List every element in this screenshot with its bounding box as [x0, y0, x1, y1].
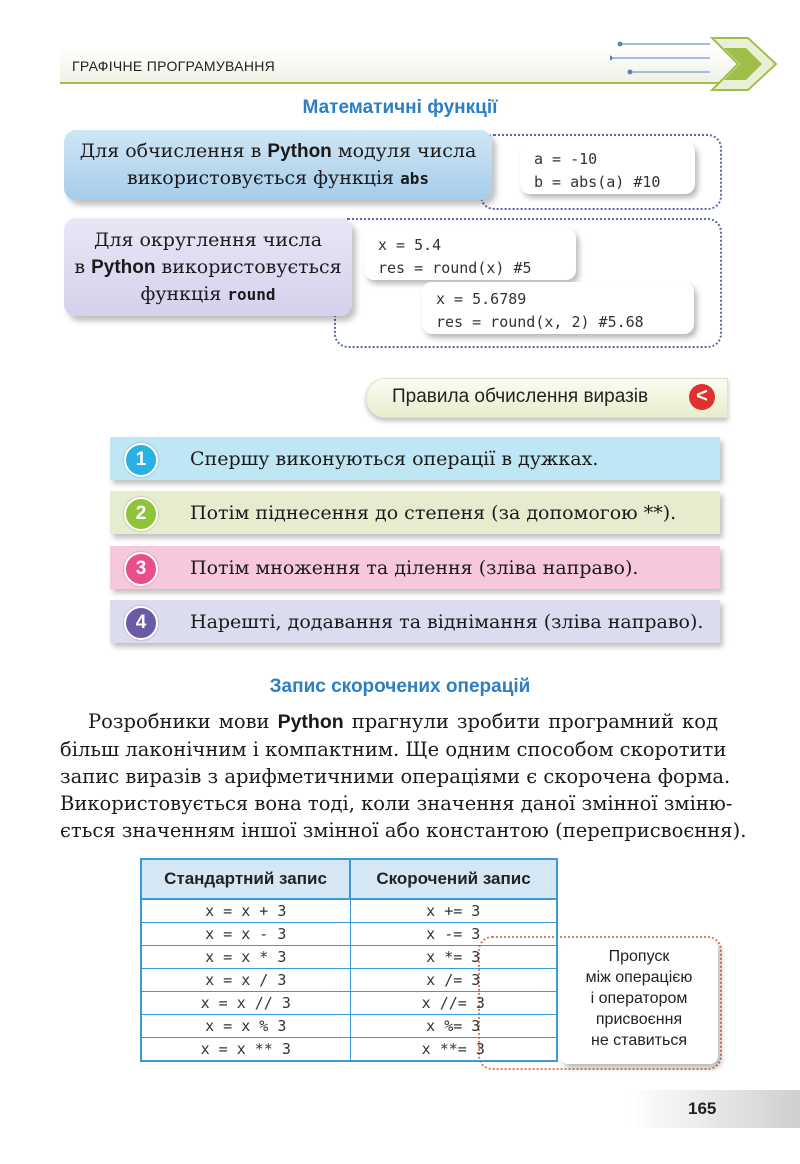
table-cell: x = x ** 3: [141, 1038, 350, 1062]
table-cell: x //= 3: [350, 992, 557, 1015]
note-text: Для обчислення в: [79, 140, 268, 162]
table-row: [141, 946, 557, 969]
table-row: [141, 992, 557, 1015]
body-paragraph: [60, 708, 747, 844]
note-line: не ставиться: [591, 1032, 687, 1049]
chevron-left-icon[interactable]: <: [689, 384, 715, 410]
table-cell: x %= 3: [350, 1015, 557, 1038]
python-word: Python: [91, 257, 156, 278]
note-text: використовується функція: [127, 167, 401, 189]
code-line: a = -10: [534, 150, 598, 168]
note-line: Пропуск: [608, 948, 670, 965]
note-card: [560, 940, 718, 1064]
table-cell: x += 3: [350, 899, 557, 923]
page-number: 165: [688, 1099, 717, 1118]
note-line: і оператором: [590, 990, 688, 1007]
round-code-card-2: [422, 282, 694, 334]
note-text: в: [74, 256, 92, 278]
table-cell: x = x % 3: [141, 1015, 350, 1038]
rule-text: Нарешті, додавання та віднімання (зліва направо).: [190, 611, 704, 633]
round-note: [64, 218, 352, 316]
section-title-short: Запис скорочених операцій: [269, 676, 531, 697]
para-line: [60, 708, 718, 736]
para-text: Розробники мови: [88, 710, 278, 733]
para-text: прагнули зробити програмний код: [343, 710, 718, 733]
table-row: [141, 1015, 557, 1038]
shortcut-table: [140, 858, 558, 1062]
func-name: abs: [400, 169, 429, 188]
rules-button-label[interactable]: Правила обчислення виразів: [392, 386, 649, 407]
para-line: запис виразів з арифметичними операціями є скорочена форма.: [60, 765, 731, 788]
table-cell: x *= 3: [350, 946, 557, 969]
abs-note: [64, 130, 492, 200]
python-word: Python: [267, 141, 332, 162]
note-text: використовується: [155, 256, 342, 278]
header-decoration-lines: [610, 38, 720, 78]
table-header: Стандартний запис: [141, 859, 350, 899]
chevron-right-icon: [710, 36, 780, 92]
func-name: round: [227, 285, 276, 304]
section-title-math: Математичні функції: [302, 97, 498, 118]
rule-number-badge: 1: [124, 443, 158, 477]
table-row: [141, 923, 557, 946]
rule-number-badge: 2: [124, 497, 158, 531]
table-row: [141, 1038, 557, 1062]
code-line: res = round(x) #5: [378, 259, 532, 277]
rule-number-badge: 3: [124, 552, 158, 586]
rule-text: Спершу виконуються операції в дужках.: [190, 448, 599, 470]
code-line: b = abs(a) #10: [534, 173, 661, 191]
abs-code-card: [520, 142, 695, 194]
table-header: Скорочений запис: [350, 859, 557, 899]
code-line: x = 5.6789: [436, 290, 527, 308]
note-text: Для округлення числа: [93, 229, 323, 251]
table-cell: x = x / 3: [141, 969, 350, 992]
note-line: присвоєння: [595, 1011, 683, 1028]
table-cell: x **= 3: [350, 1038, 557, 1062]
python-word: Python: [277, 711, 344, 733]
note-line: між операцією: [585, 969, 693, 986]
table-cell: x /= 3: [350, 969, 557, 992]
table-cell: x = x * 3: [141, 946, 350, 969]
table-cell: x = x + 3: [141, 899, 350, 923]
table-row: [141, 899, 557, 923]
rule-text: Потім множення та ділення (зліва направо).: [190, 557, 639, 579]
code-line: res = round(x, 2) #5.68: [436, 313, 644, 331]
running-header: ГРАФІЧНЕ ПРОГРАМУВАННЯ: [72, 58, 276, 74]
table-cell: x = x - 3: [141, 923, 350, 946]
table-cell: x = x // 3: [141, 992, 350, 1015]
para-line: ється значенням іншої змінної або константою (переприсвоєння).: [60, 819, 747, 842]
para-line: більш лаконічним і компактним. Ще одним способом скоротити: [60, 738, 727, 761]
round-code-card-1: [364, 228, 576, 280]
note-text: модуля числа: [331, 140, 477, 162]
rule-number-badge: 4: [124, 606, 158, 640]
code-line: x = 5.4: [378, 236, 442, 254]
para-line: Використовується вона тоді, коли значення даної змінної зміню-: [60, 792, 733, 815]
rule-text: Потім піднесення до степеня (за допомогою **).: [190, 502, 677, 524]
table-row: [141, 969, 557, 992]
note-text: функція: [140, 283, 228, 305]
table-cell: x -= 3: [350, 923, 557, 946]
